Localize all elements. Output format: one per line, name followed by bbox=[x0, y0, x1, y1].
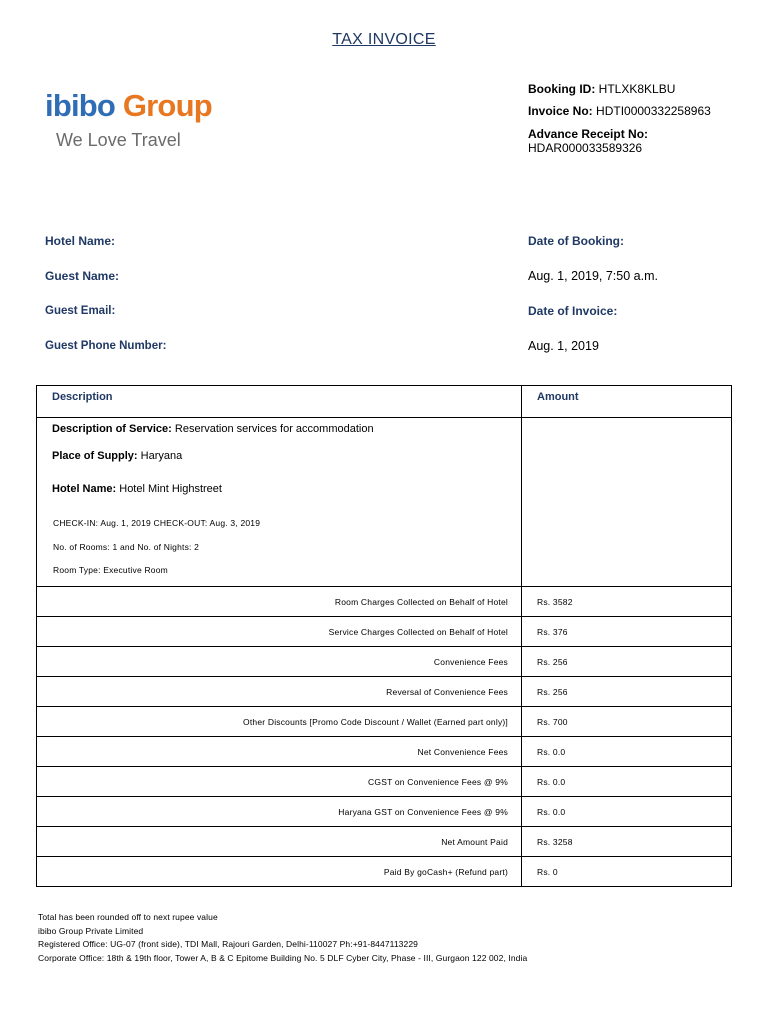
charge-amount: Rs. 0 bbox=[522, 857, 732, 887]
charge-amount: Rs. 3258 bbox=[522, 827, 732, 857]
table-row bbox=[37, 857, 732, 887]
check-in-out: CHECK-IN: Aug. 1, 2019 CHECK-OUT: Aug. 3, 2019 bbox=[53, 518, 261, 528]
room-type: Room Type: Executive Room bbox=[53, 565, 168, 575]
guest-email-label: Guest Email: bbox=[45, 305, 116, 317]
table-row bbox=[37, 587, 732, 617]
charge-amount: Rs. 256 bbox=[522, 647, 732, 677]
advance-receipt-value: HDAR000033589326 bbox=[528, 141, 643, 155]
charge-amount: Rs. 0.0 bbox=[522, 767, 732, 797]
page-title: TAX INVOICE bbox=[332, 31, 436, 48]
charge-label: Net Amount Paid bbox=[37, 827, 522, 857]
booking-id-value: HTLXK8KLBU bbox=[598, 82, 676, 96]
table-row bbox=[37, 617, 732, 647]
invoice-no bbox=[528, 104, 711, 118]
logo-brand-group: Group bbox=[115, 88, 212, 123]
table-row bbox=[37, 707, 732, 737]
booking-id bbox=[528, 82, 675, 96]
col-amount-header: Amount bbox=[537, 391, 579, 403]
table-row bbox=[37, 677, 732, 707]
place-of-supply: Place of Supply: Haryana bbox=[52, 450, 183, 462]
table-row bbox=[37, 647, 732, 677]
guest-phone-label: Guest Phone Number: bbox=[45, 340, 167, 352]
footer-rounding-note: Total has been rounded off to next rupee value bbox=[38, 912, 218, 922]
footer-corporate-office: Corporate Office: 18th & 19th floor, Tower A, B & C Epitome Building No. 5 DLF Cyber City, Phase - III, Gurgaon 122 002, India bbox=[38, 952, 528, 963]
table-header-row bbox=[37, 386, 732, 418]
guest-name-label: Guest Name: bbox=[45, 269, 120, 283]
charge-amount: Rs. 376 bbox=[522, 617, 732, 647]
charge-amount: Rs. 0.0 bbox=[522, 797, 732, 827]
footer-company-name: ibibo Group Private Limited bbox=[38, 925, 144, 936]
date-of-booking-label: Date of Booking: bbox=[528, 234, 624, 248]
charge-label: Service Charges Collected on Behalf of Hotel bbox=[37, 617, 522, 647]
charge-label: Room Charges Collected on Behalf of Hotel bbox=[37, 587, 522, 617]
description-of-service: Description of Service: Reservation services for accommodation bbox=[52, 423, 374, 435]
logo-brand-ibibo: ibibo bbox=[45, 88, 116, 123]
table-row bbox=[37, 827, 732, 857]
date-of-invoice-value: Aug. 1, 2019 bbox=[528, 339, 599, 353]
charge-amount: Rs. 0.0 bbox=[522, 737, 732, 767]
invoice-no-label: Invoice No: bbox=[528, 104, 593, 118]
invoice-table bbox=[36, 385, 732, 887]
rooms-nights: No. of Rooms: 1 and No. of Nights: 2 bbox=[53, 542, 200, 552]
booking-id-label: Booking ID: bbox=[528, 82, 596, 96]
logo-tagline: We Love Travel bbox=[56, 130, 181, 150]
footer bbox=[38, 911, 527, 965]
charge-amount: Rs. 700 bbox=[522, 707, 732, 737]
charge-label: Haryana GST on Convenience Fees @ 9% bbox=[37, 797, 522, 827]
charge-label: Paid By goCash+ (Refund part) bbox=[37, 857, 522, 887]
charge-amount: Rs. 3582 bbox=[522, 587, 732, 617]
date-of-invoice-label: Date of Invoice: bbox=[528, 304, 618, 318]
hotel-name-detail: Hotel Name: Hotel Mint Highstreet bbox=[52, 483, 222, 495]
charge-label: CGST on Convenience Fees @ 9% bbox=[37, 767, 522, 797]
ibibo-group-logo bbox=[45, 90, 212, 121]
charge-label: Reversal of Convenience Fees bbox=[37, 677, 522, 707]
footer-registered-office: Registered Office: UG-07 (front side), TDI Mall, Rajouri Garden, Delhi-110027 Ph:+91-8447113229 bbox=[38, 939, 418, 949]
charge-amount: Rs. 256 bbox=[522, 677, 732, 707]
date-of-booking-value: Aug. 1, 2019, 7:50 a.m. bbox=[528, 269, 658, 283]
hotel-name-label: Hotel Name: bbox=[45, 234, 116, 248]
table-row bbox=[37, 737, 732, 767]
advance-receipt-label: Advance Receipt No: bbox=[528, 127, 649, 141]
col-description-header: Description bbox=[52, 391, 113, 403]
table-row bbox=[37, 767, 732, 797]
charge-label: Convenience Fees bbox=[37, 647, 522, 677]
charge-label: Net Convenience Fees bbox=[37, 737, 522, 767]
service-details-row bbox=[37, 418, 732, 587]
invoice-no-value: HDTI0000332258963 bbox=[596, 104, 711, 118]
table-row bbox=[37, 797, 732, 827]
charge-label: Other Discounts [Promo Code Discount / Wallet (Earned part only)] bbox=[37, 707, 522, 737]
